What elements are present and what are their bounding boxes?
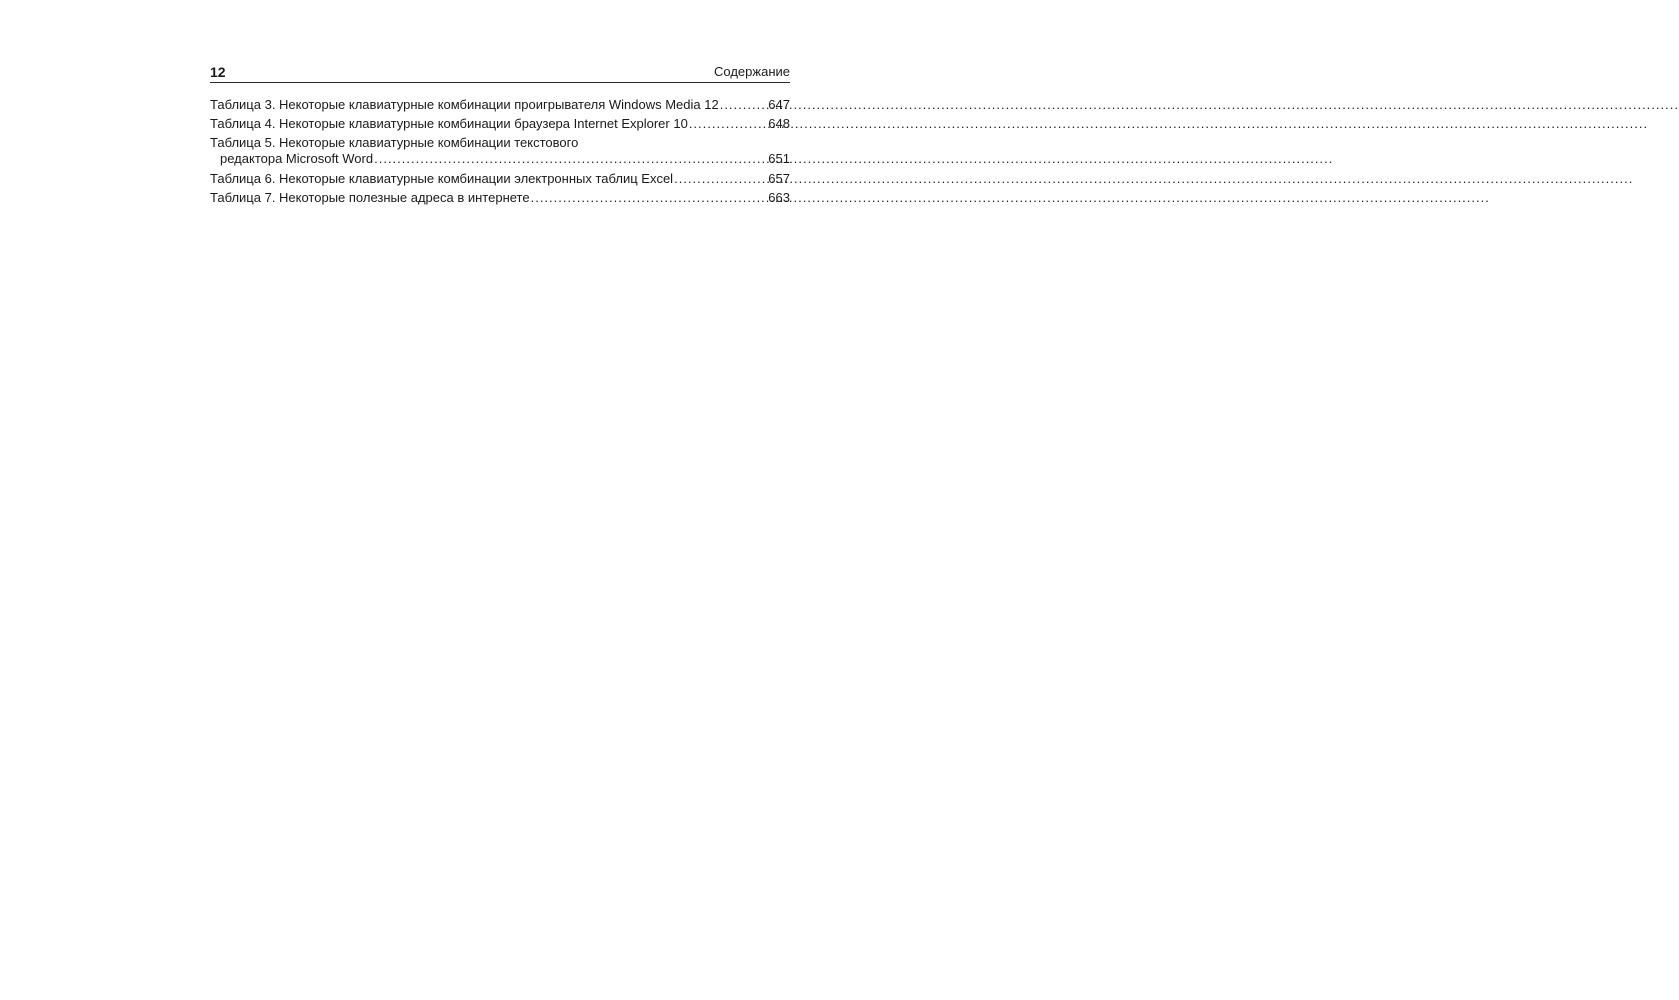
toc-line xyxy=(210,95,790,114)
dot-leader xyxy=(689,114,767,133)
toc-entry-page: 657 xyxy=(768,171,790,186)
table-of-contents xyxy=(210,95,790,207)
toc-entry-title: Таблица 3. Некоторые клавиатурные комбинации проигрывателя Windows Media 12 xyxy=(210,97,719,112)
dot-leader xyxy=(720,95,768,114)
toc-line xyxy=(210,188,790,207)
toc-entry-page: 663 xyxy=(768,190,790,205)
running-title: Содержание xyxy=(714,64,790,79)
dot-leader xyxy=(674,169,767,188)
toc-line xyxy=(210,151,790,167)
document-page xyxy=(210,62,790,207)
toc-entry-title: Таблица 7. Некоторые полезные адреса в интернете xyxy=(210,190,530,205)
dot-leader xyxy=(374,151,767,167)
toc-entry-table-7[interactable] xyxy=(210,188,790,207)
toc-line xyxy=(210,114,790,133)
toc-entry-page: 648 xyxy=(768,116,790,131)
toc-entry-table-4[interactable] xyxy=(210,114,790,133)
toc-entry-page: 651 xyxy=(768,151,790,166)
toc-entry-table-5[interactable] xyxy=(210,133,790,169)
page-header xyxy=(210,62,790,83)
toc-entry-title: Таблица 4. Некоторые клавиатурные комбинации браузера Internet Explorer 10 xyxy=(210,116,688,131)
toc-entry-page: 647 xyxy=(768,97,790,112)
toc-entry-title-line-1: Таблица 5. Некоторые клавиатурные комбинации текстового xyxy=(210,135,579,150)
toc-entry-title-line-2: редактора Microsoft Word xyxy=(220,151,374,166)
toc-entry-table-6[interactable] xyxy=(210,169,790,188)
toc-entry-title: Таблица 6. Некоторые клавиатурные комбинации электронных таблиц Excel xyxy=(210,171,674,186)
toc-line xyxy=(210,169,790,188)
dot-leader xyxy=(531,188,768,207)
page-number: 12 xyxy=(210,64,226,80)
toc-entry-table-3[interactable] xyxy=(210,95,790,114)
